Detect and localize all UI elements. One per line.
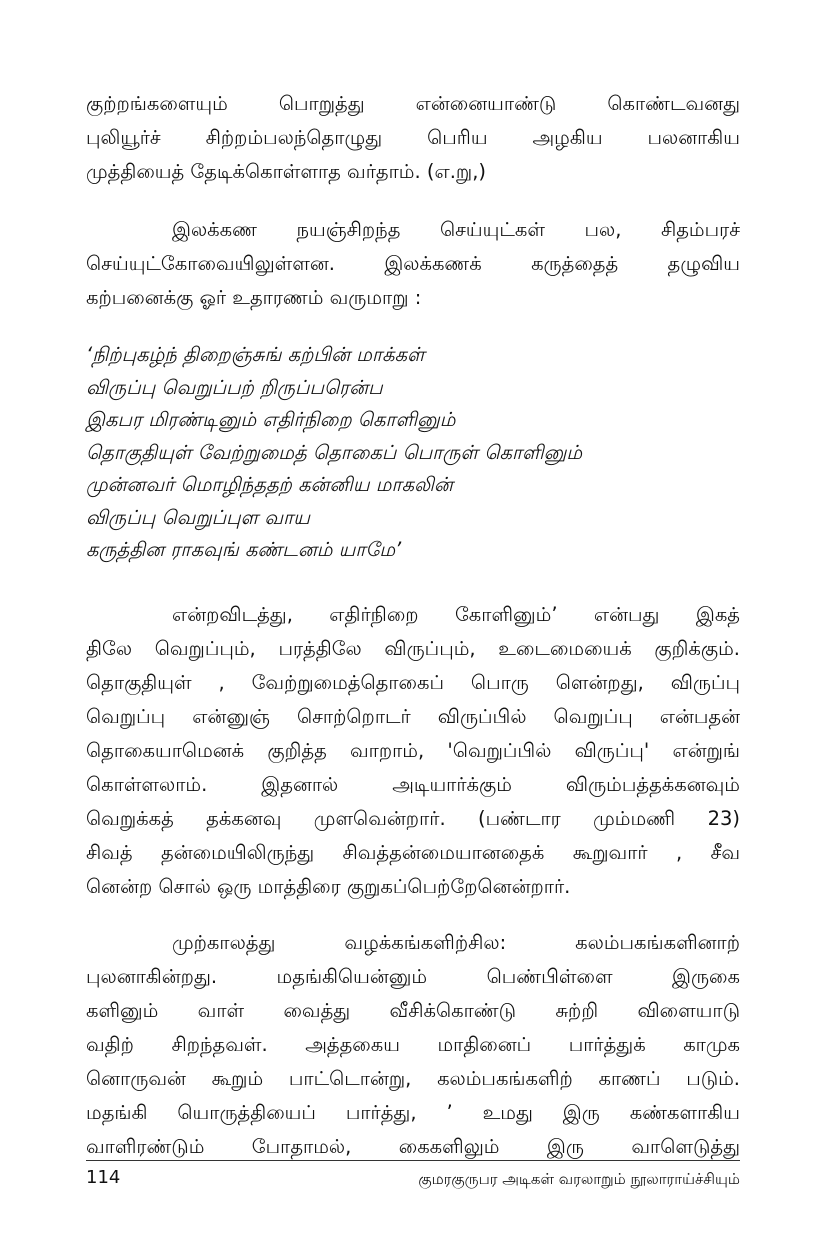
para2-line-1: இலக்கண நயஞ்சிறந்த செய்யுட்கள் பல, சிதம்பரச் — [172, 218, 740, 241]
para4-line-3: களினும் வாள் வைத்து வீசிக்கொண்டு சுற்றி விளையாடு — [86, 999, 740, 1022]
para3-line-5: தொகையாமெனக் குறித்த வாறாம், 'வெறுப்பில் விருப்பு' என்றுங் — [86, 739, 740, 762]
verse-line-4: தொகுதியுள் வேற்றுமைத் தொகைப் பொருள் கொளினும் — [86, 440, 583, 464]
para1-line-3: முத்தியைத் தேடிக்கொள்ளாத வர்தாம். (எ.று,) — [86, 160, 487, 183]
running-title: குமரகுருபர அடிகள் வரலாறும் நூலாராய்ச்சியும் — [418, 1170, 740, 1188]
para4-line-4: வதிற் சிறந்தவள். அத்தகைய மாதினைப் பார்த்துக் காமுக — [86, 1033, 740, 1056]
page-number: 114 — [86, 1167, 121, 1188]
verse-line-7: கருத்தின ராகவுங் கண்டனம் யாமே’ — [86, 538, 402, 561]
para3-line-1: என்றவிடத்து, எதிர்நிறை கோளினும்’ என்பது இகத் — [172, 603, 740, 626]
para4-line-1: முற்காலத்து வழக்கங்களிற்சில: கலம்பகங்களினாற் — [172, 931, 740, 954]
para1-line-1: குற்றங்களையும் பொறுத்து என்னையாண்டு கொண்டவனது — [86, 92, 740, 115]
verse-line-5: முன்னவர் மொழிந்ததற் கன்னிய மாகலின் — [86, 473, 453, 496]
para4-line-6: மதங்கி யொருத்தியைப் பார்த்து, ’ உமது இரு கண்களாகிய — [86, 1101, 740, 1124]
verse-line-6: விருப்பு வெறுப்புள வாய — [86, 505, 311, 529]
para3-line-6: கொள்ளலாம். இதனால் அடியார்க்கும் விரும்பத்தக்கனவும் — [86, 773, 740, 796]
para2-line-2: செய்யுட்கோவையிலுள்ளன. இலக்கணக் கருத்தைத் தழுவிய — [86, 252, 740, 275]
para3-line-4: வெறுப்பு என்னுஞ் சொற்றொடர் விருப்பில் வெறுப்பு என்பதன் — [86, 705, 740, 728]
para3-line-8: சிவத் தன்மையிலிருந்து சிவத்தன்மையானதைக் கூறுவார் , சீவ — [86, 841, 740, 864]
para3-line-3: தொகுதியுள் , வேற்றுமைத்தொகைப் பொரு ளென்றது, விருப்பு — [86, 671, 740, 694]
footer-rule — [86, 1160, 740, 1161]
para2-line-3: கற்பனைக்கு ஓர் உதாரணம் வருமாறு : — [86, 286, 422, 309]
verse-line-2: விருப்பு வெறுப்பற் றிருப்பரென்ப — [86, 375, 383, 399]
para3-line-2: திலே வெறுப்பும், பரத்திலே விருப்பும், உடைமையைக் குறிக்கும். — [86, 637, 740, 660]
para3-line-9: னென்ற சொல் ஒரு மாத்திரை குறுகப்பெற்றேனென்றார். — [86, 875, 571, 898]
verse-line-3: இகபர மிரண்டினும் எதிர்நிறை கொளினும் — [86, 408, 456, 431]
verse-line-1: ‘நிற்புகழ்ந் திறைஞ்சுங் கற்பின் மாக்கள் — [86, 343, 425, 366]
para4-line-7: வாளிரண்டும் போதாமல், கைகளிலும் இரு வாளெடுத்து — [86, 1135, 740, 1158]
para1-line-2: புலியூர்ச் சிற்றம்பலந்தொழுது பெரிய அழகிய பலனாகிய — [86, 126, 740, 149]
para4-line-2: புலனாகின்றது. மதங்கியென்னும் பெண்பிள்ளை இருகை — [86, 965, 740, 988]
para4-line-5: னொருவன் கூறும் பாட்டொன்று, கலம்பகங்களிற் காணப் படும். — [86, 1067, 740, 1090]
para3-line-7: வெறுக்கத் தக்கனவு முளவென்றார். (பண்டார மும்மணி 23) — [86, 807, 740, 830]
